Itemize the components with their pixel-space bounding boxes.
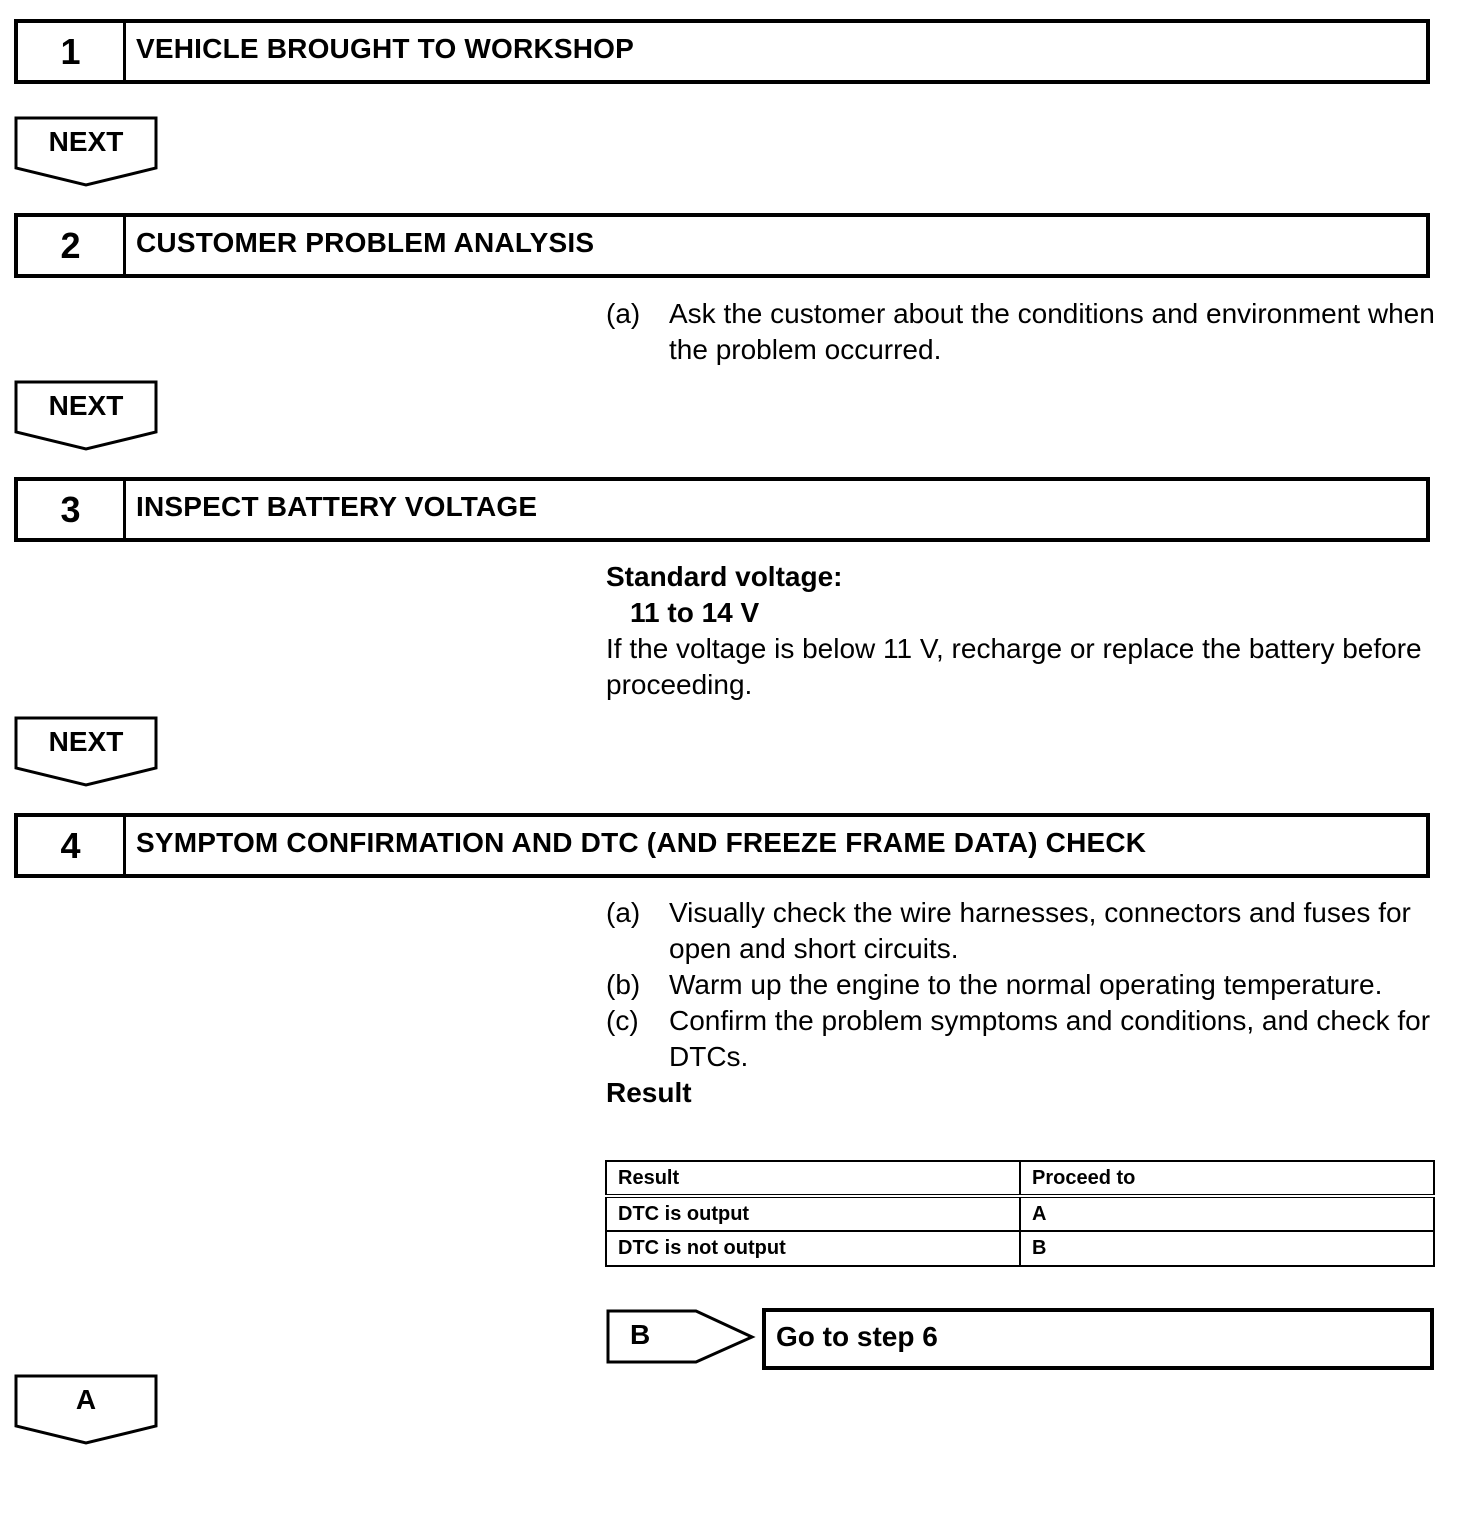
branch-a-arrow xyxy=(14,1374,162,1448)
step-2-instructions xyxy=(606,296,1436,368)
standard-voltage-value: 11 to 14 V xyxy=(630,597,760,628)
next-label: NEXT xyxy=(48,126,124,157)
standard-voltage-label: Standard voltage: xyxy=(606,561,843,592)
result-heading: Result xyxy=(606,1077,692,1108)
battery-note: If the voltage is below 11 V, recharge or replace the battery before proceeding. xyxy=(606,633,1422,700)
right-arrow-icon xyxy=(606,1309,756,1365)
list-marker: (b) xyxy=(606,969,641,1000)
next-arrow xyxy=(14,380,162,454)
branch-b-arrow xyxy=(606,1309,756,1365)
table-header-row xyxy=(606,1161,1434,1196)
step-4-instructions xyxy=(606,895,1436,1111)
list-text: Ask the customer about the conditions and environment when the problem occurred. xyxy=(669,298,1435,365)
list-item xyxy=(606,967,1436,1003)
list-text: Visually check the wire harnesses, connectors and fuses for open and short circuits. xyxy=(669,897,1411,964)
next-label: NEXT xyxy=(48,390,124,421)
go-to-step-box: Go to step 6 xyxy=(762,1308,1434,1370)
branch-b-label: B xyxy=(630,1319,651,1350)
list-marker: (a) xyxy=(606,298,641,329)
column-header: Proceed to xyxy=(1020,1161,1434,1196)
next-arrow xyxy=(14,716,162,790)
table-cell: B xyxy=(1020,1231,1434,1266)
next-label: NEXT xyxy=(48,726,124,757)
step-title: CUSTOMER PROBLEM ANALYSIS xyxy=(136,226,595,258)
table-row xyxy=(606,1196,1434,1231)
list-marker: (c) xyxy=(606,1005,639,1036)
list-item xyxy=(606,1003,1436,1075)
table-row xyxy=(606,1231,1434,1266)
step-title: VEHICLE BROUGHT TO WORKSHOP xyxy=(136,32,635,64)
list-item xyxy=(606,296,1436,368)
list-text: Warm up the engine to the normal operating temperature. xyxy=(669,969,1383,1000)
result-table xyxy=(605,1160,1435,1267)
list-item xyxy=(606,895,1436,967)
step-2-header xyxy=(14,213,1430,278)
step-title: SYMPTOM CONFIRMATION AND DTC (AND FREEZE FRAME DATA) CHECK xyxy=(136,826,1147,858)
step-4-header xyxy=(14,813,1430,878)
column-header: Result xyxy=(606,1161,1020,1196)
step-number: 4 xyxy=(18,817,126,874)
step-number: 1 xyxy=(18,23,126,80)
list-marker: (a) xyxy=(606,897,641,928)
step-3-instructions xyxy=(606,559,1436,703)
table-cell: A xyxy=(1020,1196,1434,1231)
list-text: Confirm the problem symptoms and conditions, and check for DTCs. xyxy=(669,1005,1431,1072)
branch-a-label: A xyxy=(75,1384,97,1415)
step-1-header xyxy=(14,19,1430,84)
next-arrow xyxy=(14,116,162,190)
table-cell: DTC is output xyxy=(606,1196,1020,1231)
table-cell: DTC is not output xyxy=(606,1231,1020,1266)
step-number: 3 xyxy=(18,481,126,538)
step-number: 2 xyxy=(18,217,126,274)
step-3-header xyxy=(14,477,1430,542)
step-title: INSPECT BATTERY VOLTAGE xyxy=(136,490,538,522)
